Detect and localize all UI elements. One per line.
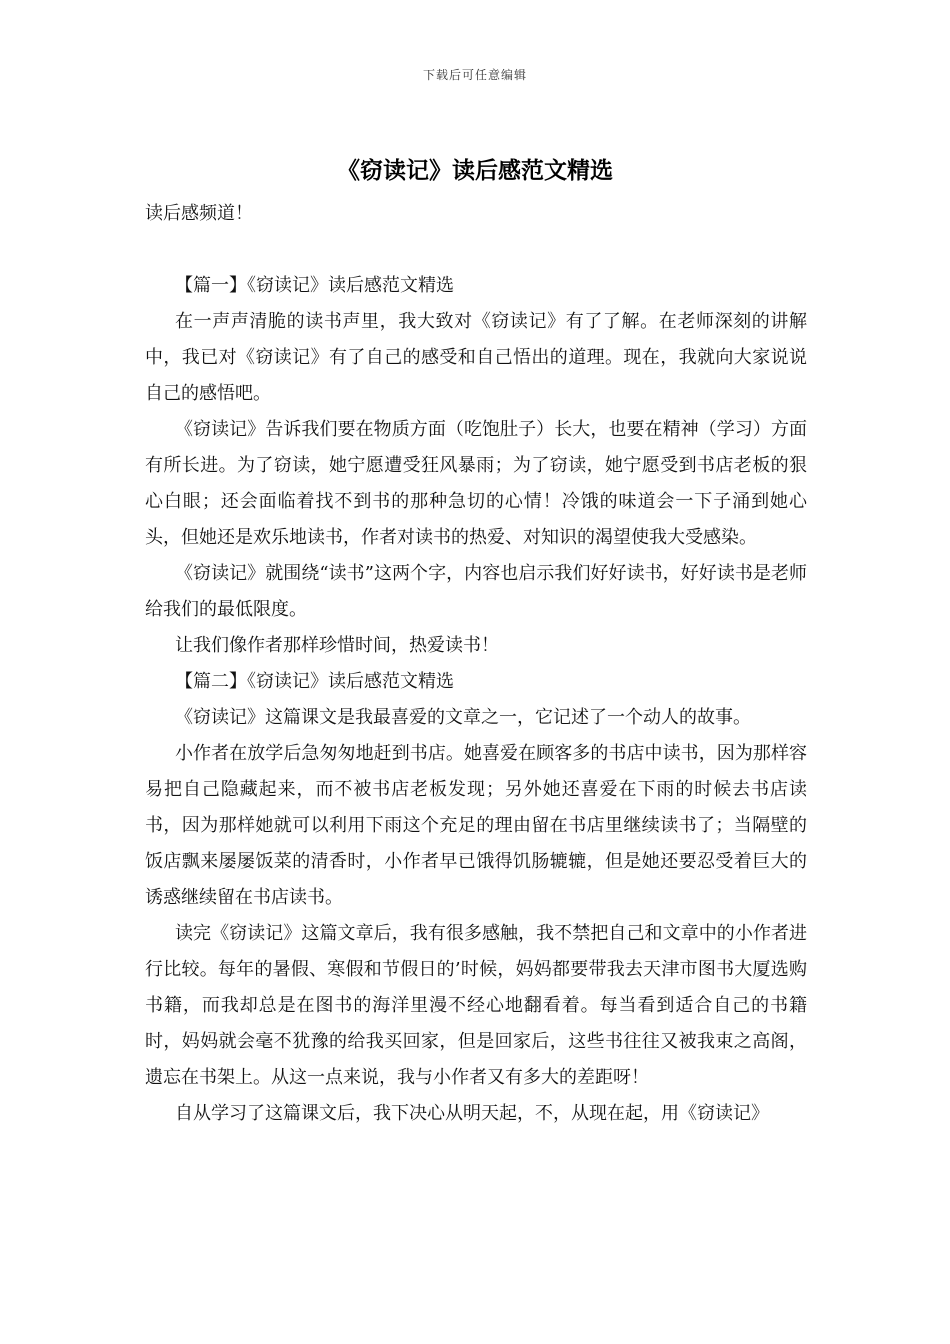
section-2-paragraph: 自从学习了这篇课文后，我下决心从明天起，不，从现在起，用《窃读记》	[175, 1103, 769, 1124]
document-body	[145, 196, 807, 1132]
section-2-paragraph: 小作者在放学后急匆匆地赶到书店。她喜爱在顾客多的书店中读书，因为那样容易把自己隐藏起来，而不被书店老板发现；另外她还喜爱在下雨的时候去书店读书，因为那样她就可以利用下雨这个充足的理由留在书店里继续读书了；当隔壁的饭店飘来屡屡饭菜的清香时，小作者早已饿得饥肠辘辘，但是她还要忍受着巨大的诱惑继续留在书店读书。	[145, 743, 807, 908]
blank-line	[145, 232, 807, 268]
document-title: 《窃读记》读后感范文精选	[337, 158, 613, 184]
section-2-paragraph: 读完《窃读记》这篇文章后，我有很多感触，我不禁把自己和文章中的小作者进行比较。每年的暑假、寒假和节假日的’时候，妈妈都要带我去天津市图书大厦选购书籍，而我却总是在图书的海洋里漫不经心地翻看着。每当看到适合自己的书籍时，妈妈就会毫不犹豫的给我买回家，但是回家后，这些书往往又被我束之高阁，遗忘在书架上。从这一点来说，我与小作者又有多大的差距呀！	[145, 923, 807, 1088]
section-2-heading: 【篇二】《窃读记》读后感范文精选	[175, 671, 454, 692]
section-1-paragraph: 让我们像作者那样珍惜时间，热爱读书！	[175, 635, 499, 656]
intro-line: 读后感频道！	[145, 203, 253, 224]
section-1-paragraph: 《窃读记》就围绕“读书”这两个字，内容也启示我们好好读书，好好读书是老师给我们的最低限度。	[145, 563, 807, 620]
section-1-paragraph: 在一声声清脆的读书声里，我大致对《窃读记》有了了解。在老师深刻的讲解中，我已对《窃读记》有了自己的感受和自己悟出的道理。现在，我就向大家说说自己的感悟吧。	[145, 311, 807, 404]
section-2-paragraph: 《窃读记》这篇课文是我最喜爱的文章之一，它记述了一个动人的故事。	[175, 707, 751, 728]
page-header-note: 下载后可任意编辑	[422, 68, 527, 82]
section-1-paragraph: 《窃读记》告诉我们要在物质方面（吃饱肚子）长大，也要在精神（学习）方面有所长进。为了窃读，她宁愿遭受狂风暴雨；为了窃读，她宁愿受到书店老板的狠心白眼；还会面临着找不到书的那种急切的心情！冷饿的味道会一下子涌到她心头，但她还是欢乐地读书，作者对读书的热爱、对知识的渴望使我大受感染。	[145, 419, 807, 548]
section-1-heading: 【篇一】《窃读记》读后感范文精选	[175, 275, 454, 296]
